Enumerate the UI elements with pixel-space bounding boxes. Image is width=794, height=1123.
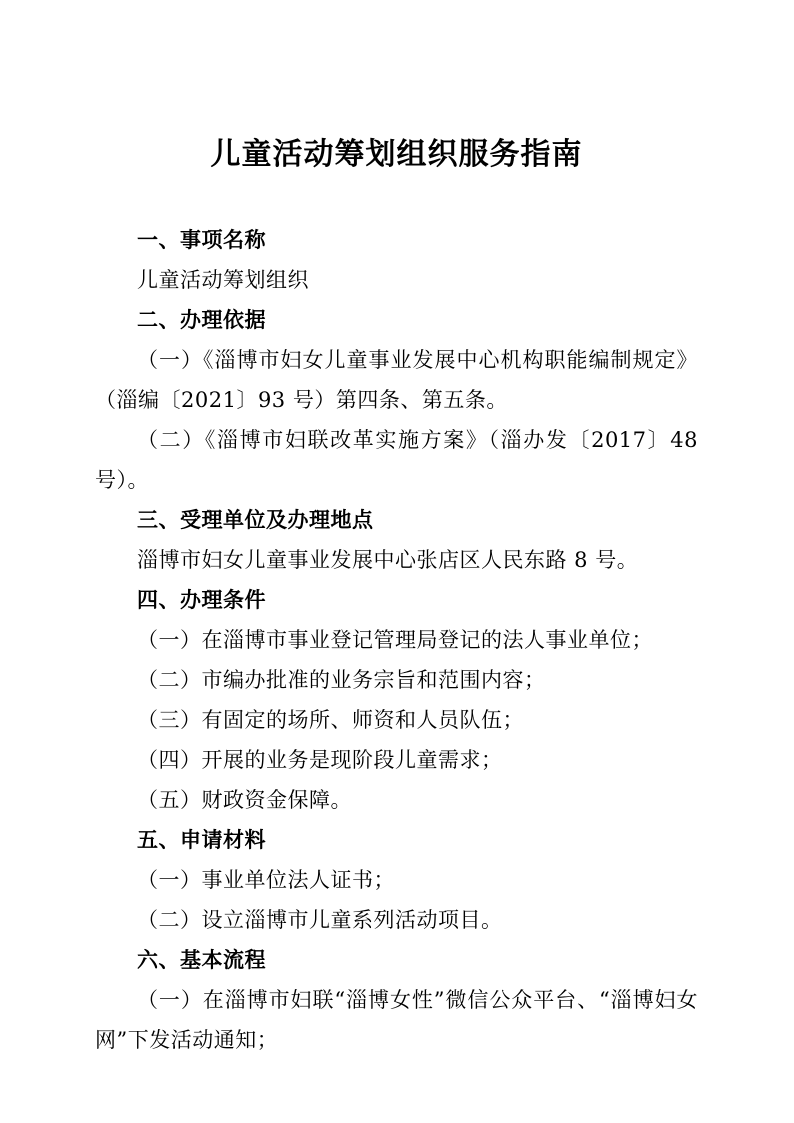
paragraph: （五）财政资金保障。: [137, 788, 352, 812]
section-accepting-unit: [95, 500, 698, 580]
section-heading: 六、基本流程: [137, 948, 266, 972]
paragraph: （一）事业单位法人证书；: [137, 868, 395, 892]
section-heading: 一、事项名称: [137, 228, 266, 252]
paragraph: （二）《淄博市妇联改革实施方案》（淄办发〔2017〕48 号）。: [95, 428, 698, 492]
paragraph: （二）设立淄博市儿童系列活动项目。: [137, 908, 503, 932]
paragraph: （一）在淄博市事业登记管理局登记的法人事业单位；: [137, 628, 653, 652]
paragraph: （一）《淄博市妇女儿童事业发展中心机构职能编制规定》（淄编〔2021〕93 号）第四条、第五条。: [95, 348, 698, 412]
section-materials: [95, 820, 698, 940]
document-title: 儿童活动筹划组织服务指南: [210, 137, 583, 172]
section-heading: 二、办理依据: [137, 308, 266, 332]
paragraph: （二）市编办批准的业务宗旨和范围内容；: [137, 668, 546, 692]
section-conditions: [95, 580, 698, 820]
paragraph: 淄博市妇女儿童事业发展中心张店区人民东路 8 号。: [137, 548, 639, 572]
paragraph: 儿童活动筹划组织: [137, 268, 309, 292]
paragraph: （四）开展的业务是现阶段儿童需求；: [137, 748, 503, 772]
section-heading: 五、申请材料: [137, 828, 266, 852]
section-process: [95, 940, 698, 1060]
paragraph: （一）在淄博市妇联“淄博女性”微信公众平台、“淄博妇女网”下发活动通知；: [95, 988, 698, 1052]
section-item-name: [95, 220, 698, 300]
paragraph: （三）有固定的场所、师资和人员队伍；: [137, 708, 524, 732]
section-basis: [95, 300, 698, 500]
section-heading: 三、受理单位及办理地点: [137, 508, 374, 532]
section-heading: 四、办理条件: [137, 588, 266, 612]
